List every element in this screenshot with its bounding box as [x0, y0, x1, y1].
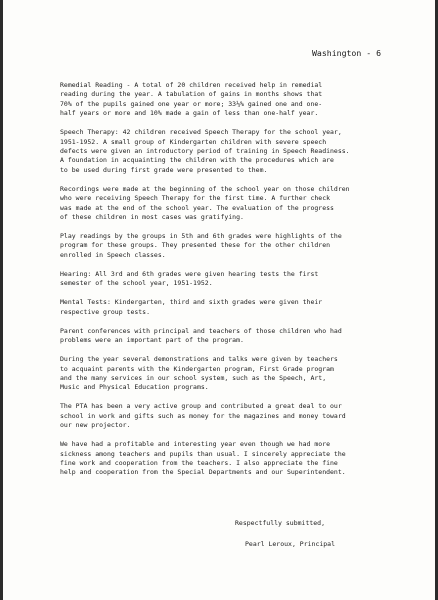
text-line: reading during the year. A tabulation of gains in months shows that: [60, 90, 323, 99]
text-line: Mental Tests: Kindergarten, third and sixth grades were given their: [60, 298, 323, 307]
text-line: Speech Therapy: 42 children received Speech Therapy for the school year,: [60, 128, 342, 137]
report-body: [60, 81, 420, 487]
text-line: During the year several demonstrations and talks were given by teachers: [60, 355, 338, 364]
signature-line: Pearl Leroux, Principal: [245, 540, 336, 548]
text-line: The PTA has been a very active group and contributed a great deal to our: [60, 402, 342, 411]
text-line: fine work and cooperation from the teachers. I also appreciate the fine: [60, 458, 338, 467]
text-line: who were receiving Speech Therapy for the first time. A further check: [60, 194, 331, 203]
text-line: enrolled in Speech classes.: [60, 250, 166, 259]
text-line: help and cooperation from the Special Departments and our Superintendent.: [60, 468, 346, 477]
text-line: program for these groups. They presented these for the other children: [60, 241, 331, 250]
paragraph-play-readings: [60, 232, 420, 260]
text-line: Recordings were made at the beginning of the school year on those children: [60, 184, 350, 193]
text-line: to be used during first grade were presented to them.: [60, 165, 268, 174]
text-line: school in work and gifts such as money for the magazines and money toward: [60, 411, 346, 420]
text-line: defects were given an introductory period of training in Speech Readiness.: [60, 147, 350, 156]
text-line: sickness among teachers and pupils than usual. I sincerely appreciate the: [60, 449, 346, 458]
text-line: 1951-1952. A small group of Kindergarten children with severe speech: [60, 137, 327, 146]
paragraph-remedial-reading: [60, 81, 420, 119]
text-line: We have had a profitable and interesting year even though we had more: [60, 440, 331, 449]
text-line: Play readings by the groups in 5th and 6th grades were highlights of the: [60, 232, 342, 241]
paragraph-hearing: [60, 270, 420, 289]
paragraph-pta: [60, 402, 420, 430]
text-line: Remedial Reading - A total of 20 children received help in remedial: [60, 81, 323, 89]
page-header: Washington - 6: [312, 48, 382, 58]
text-line: our new projector.: [60, 421, 131, 430]
text-line: Parent conferences with principal and teachers of those children who had: [60, 326, 342, 335]
text-line: semester of the school year, 1951-1952.: [60, 279, 213, 288]
text-line: of these children in most cases was gratifying.: [60, 213, 244, 222]
text-line: Hearing: All 3rd and 6th grades were given hearing tests the first: [60, 269, 319, 278]
paragraph-parent-conferences: [60, 327, 420, 346]
paragraph-summary: [60, 440, 420, 478]
paragraph-recordings: [60, 185, 420, 223]
paragraph-speech-therapy: [60, 128, 420, 175]
text-line: half years or more and 10% made a gain of less than one-half year.: [60, 109, 319, 118]
text-line: problems were an important part of the program.: [60, 336, 244, 345]
paragraph-mental-tests: [60, 298, 420, 317]
text-line: and the many services in our school system, such as the Speech, Art,: [60, 373, 327, 382]
scan-left-border: [0, 0, 3, 600]
text-line: to acquaint parents with the Kindergarten program, First Grade program: [60, 364, 334, 373]
text-line: 70% of the pupils gained one year or more; 33⅓% gained one and one-: [60, 99, 323, 108]
paragraph-demonstrations: [60, 355, 420, 393]
valediction: Respectfully submitted,: [235, 519, 326, 527]
text-line: respective group tests.: [60, 307, 151, 316]
text-line: A foundation in acquainting the children with the procedures which are: [60, 156, 334, 165]
text-line: was made at the end of the school year. The evaluation of the progress: [60, 203, 334, 212]
text-line: Music and Physical Education programs.: [60, 383, 209, 392]
